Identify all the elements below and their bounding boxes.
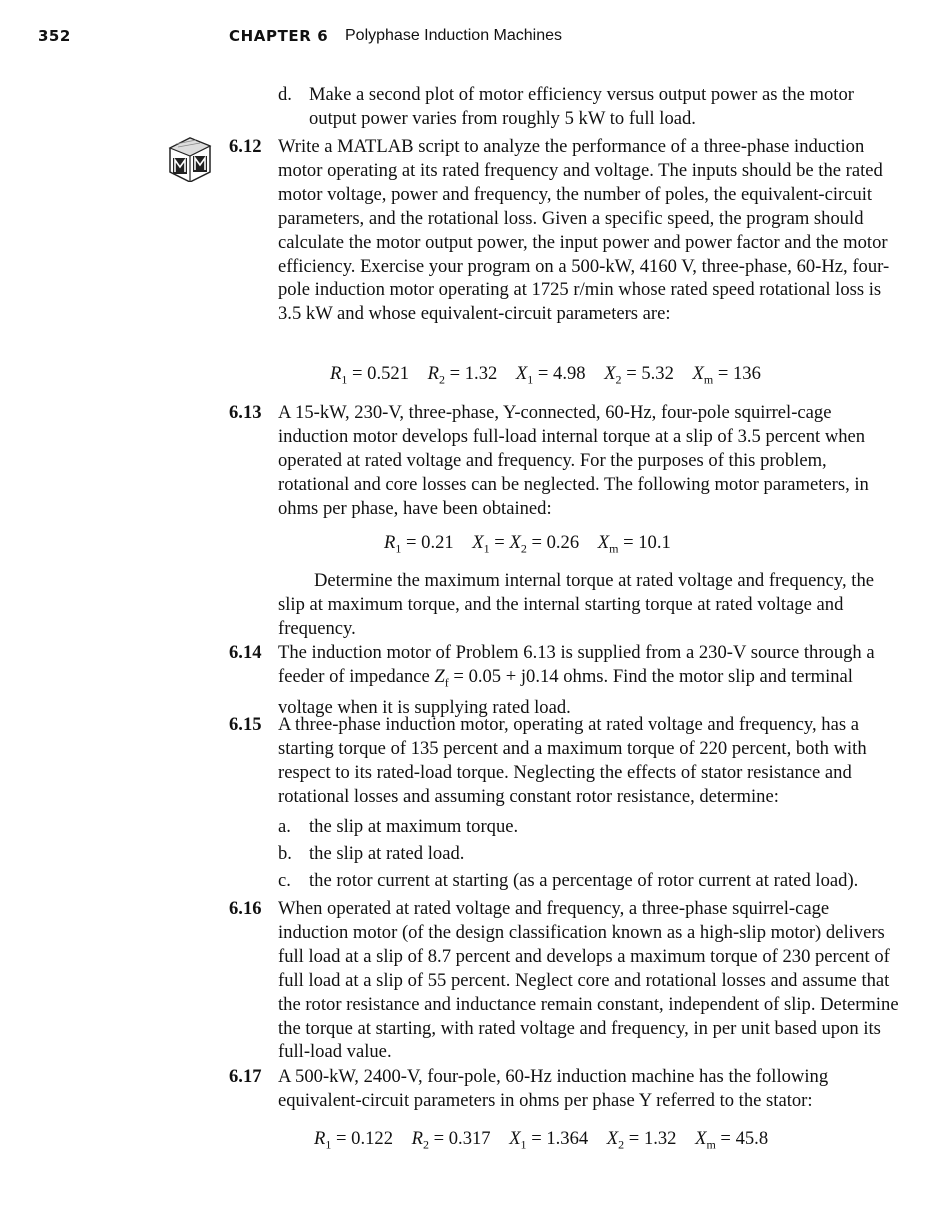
problem-6-14 <box>229 641 899 719</box>
problem-6-15 <box>229 713 899 809</box>
list-item: b. the slip at rated load. <box>278 843 465 864</box>
problem-number: 6.14 <box>229 642 262 663</box>
carryover-item <box>278 83 898 131</box>
list-item: c. the rotor current at starting (as a percentage of rotor current at rated load). <box>278 870 859 891</box>
chapter-title: Polyphase Induction Machines <box>345 27 563 44</box>
problem-number: 6.17 <box>229 1066 262 1087</box>
problem-text: A 15-kW, 230-V, three-phase, Y-connected, 60-Hz, four-pole squirrel-cage induction motor develops full-load internal torque at a slip of 3.5 percent when operated at rated voltage and frequency. For the purposes of this problem, rotational and core losses can be neglected. The following motor parameters, in ohms per phase, have been obtained: <box>278 402 869 519</box>
problem-number: 6.16 <box>229 898 262 919</box>
chapter-label: CHAPTER 6 <box>229 27 329 45</box>
problem-6-13-continuation: Determine the maximum internal torque at rated voltage and frequency, the slip at maximum torque, and the internal starting torque at rated voltage and frequency. <box>278 570 875 639</box>
matlab-cube-icon <box>166 136 212 182</box>
item-text: Make a second plot of motor efficiency versus output power as the motor output power varies from roughly 5 kW to full load. <box>309 84 854 129</box>
problem-number: 6.13 <box>229 402 262 423</box>
item-label: d. <box>278 84 292 105</box>
problem-6-12 <box>229 135 899 326</box>
feeder-impedance: 0.05 + j0.14 <box>468 665 559 687</box>
problem-text: A 500-kW, 2400-V, four-pole, 60-Hz induction machine has the following equivalent-circuit parameters in ohms per phase Y referred to the stator: <box>278 1066 829 1111</box>
problem-text: Write a MATLAB script to analyze the performance of a three-phase induction motor operating at its rated frequency and voltage. The inputs should be the rated motor voltage, power and frequency, the number of poles, the equivalent-circuit parameters, and the rotational loss. Given a specific speed, the program should calculate the motor output power, the input power and power factor and the motor efficiency. Exercise your program on a 500-kW, 4160 V, three-phase, 60-Hz, four-pole induction motor operating at 1725 r/min whose rated speed rotational loss is 3.5 kW and whose equivalent-circuit parameters are: <box>278 136 890 325</box>
list-item: a. the slip at maximum torque. <box>278 816 519 837</box>
problem-text: The induction motor of Problem 6.13 is supplied from a 230-V source through a feeder of impedance $Z_f = 0.05 + j0.14$ ohms. Find the motor slip and terminal voltage when it is supplying rated load. <box>278 642 875 718</box>
problem-text: A three-phase induction motor, operating at rated voltage and frequency, has a starting torque of 135 percent and a maximum torque of 220 percent, both with respect to its rated-load torque. Neglecting the effects of stator resistance and rotational losses and assuming constant rotor resistance, determine: <box>278 714 867 807</box>
problem-6-16 <box>229 897 899 1064</box>
page-number: 352 <box>38 27 71 45</box>
equation-6-13: $R_1 = 0.21$ $X_1 = X_2 = 0.26$ $X_m = 10.1$ <box>384 532 671 556</box>
problem-6-13 <box>229 401 899 521</box>
equation-6-17: $R_1 = 0.122$ $R_2 = 0.317$ $X_1 = 1.364$ $X_2 = 1.32$ $X_m = 45.8$ <box>314 1128 769 1152</box>
equation-6-12: $R_1 = 0.521$ $R_2 = 1.32$ $X_1 = 4.98$ $X_2 = 5.32$ $X_m = 136$ <box>330 363 761 387</box>
problem-number: 6.12 <box>229 136 262 157</box>
problem-text: When operated at rated voltage and frequency, a three-phase squirrel-cage induction motor (of the design classification known as a high-slip motor) delivers full load at a slip of 8.7 percent and develops a maximum torque of 230 percent of full load at a slip of 55 percent. Neglect core and rotational losses and assume that the rotor resistance and inductance remain constant, independent of slip. Determine the torque at starting, with rated voltage and frequency, in per unit based upon its full-load value. <box>278 898 899 1063</box>
problem-6-17 <box>229 1065 899 1113</box>
problem-number: 6.15 <box>229 714 262 735</box>
